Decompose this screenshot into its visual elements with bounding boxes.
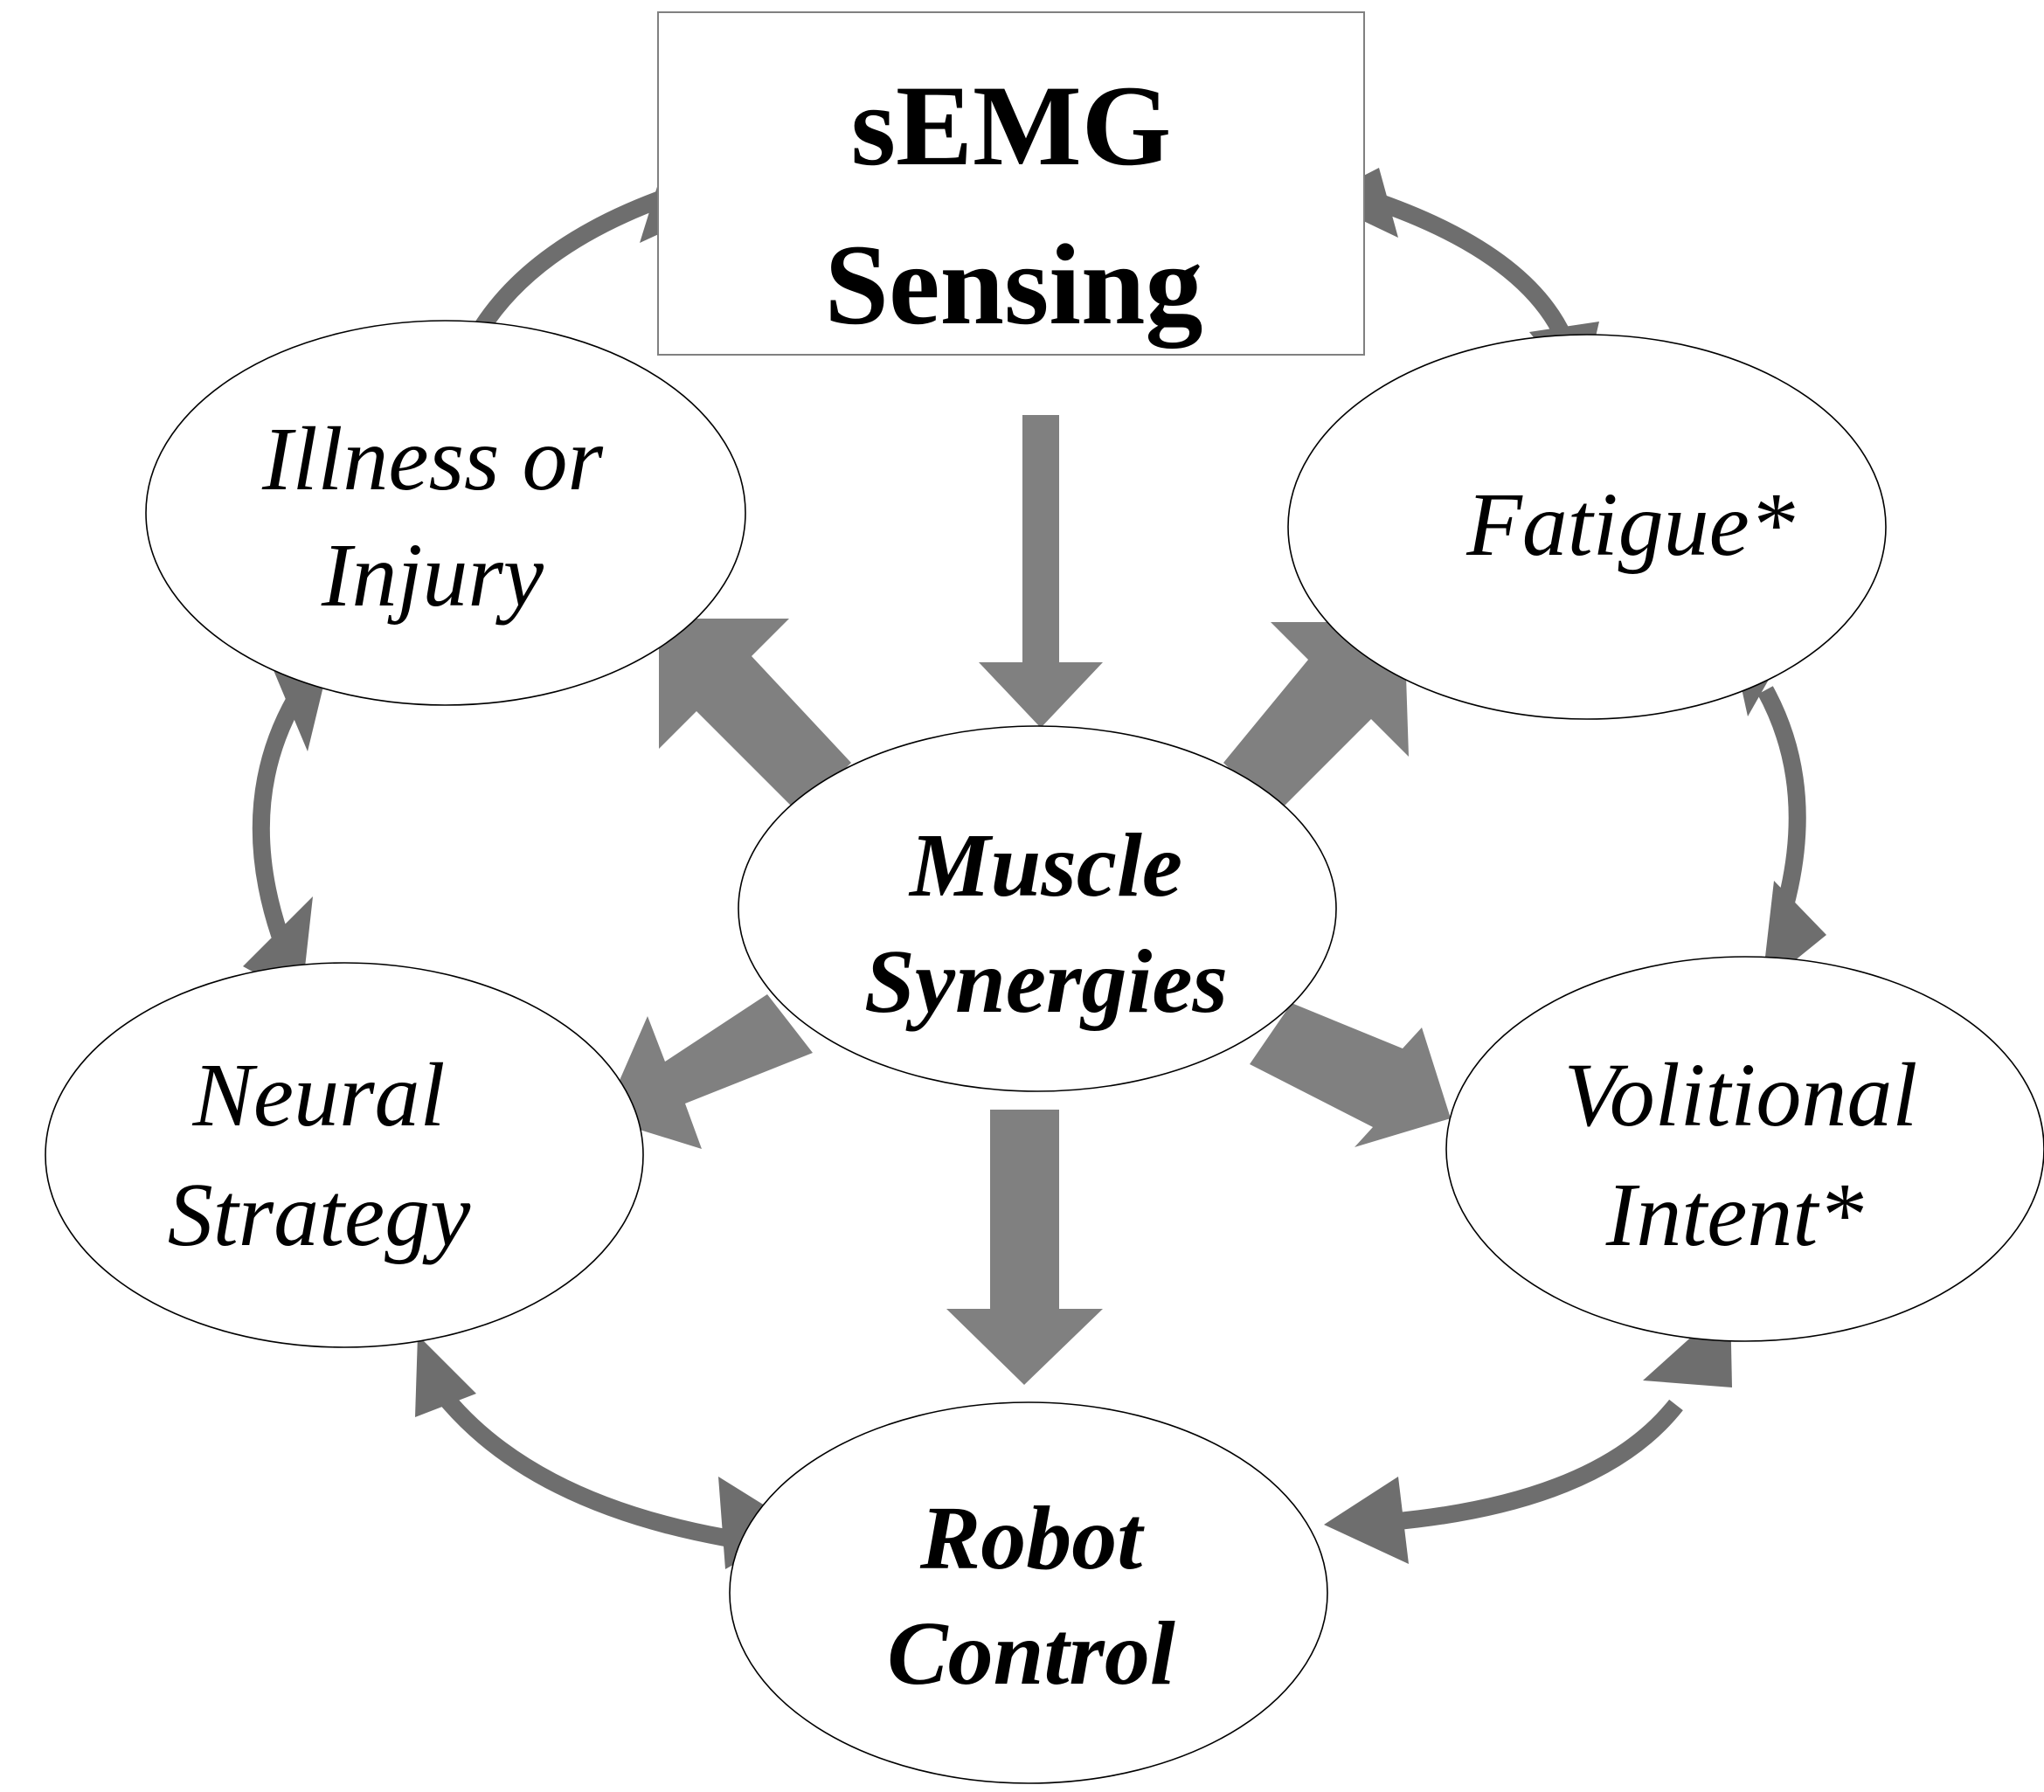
node-fatigue <box>1288 335 1886 719</box>
node-robot-control <box>730 1402 1327 1783</box>
curved-arrow-illness-neural <box>243 650 332 999</box>
illness-label-line2: Injury <box>321 525 544 626</box>
node-muscle-synergies <box>738 726 1336 1091</box>
node-illness-injury <box>146 321 745 705</box>
robot-label-line1: Robot <box>919 1488 1143 1588</box>
volitional-label-line1: Volitional <box>1563 1045 1918 1145</box>
volitional-label-line2: Intent* <box>1605 1165 1864 1265</box>
curved-arrow-volitional-robot <box>1324 1302 1732 1564</box>
arrow-synergies-to-volitional <box>1250 1003 1451 1147</box>
illness-label-line1: Illness or <box>262 409 603 509</box>
neural-label-line1: Neural <box>192 1045 446 1145</box>
robot-label-line2: Control <box>887 1603 1175 1704</box>
fatigue-label: Fatigue* <box>1466 474 1795 575</box>
sensing-title-line2: Sensing <box>824 220 1203 349</box>
synergies-label-line2: Synergies <box>864 931 1228 1032</box>
synergies-label-line1: Muscle <box>910 815 1182 916</box>
neural-label-line2: Strategy <box>167 1165 471 1265</box>
curved-arrow-neural-robot <box>415 1335 800 1569</box>
node-neural-strategy <box>45 963 643 1347</box>
sensing-title-line1: sEMG <box>850 61 1172 190</box>
arrow-synergies-to-robot <box>946 1110 1103 1385</box>
arrow-sensing-to-synergies <box>979 415 1103 728</box>
node-volitional-intent <box>1446 957 2044 1341</box>
sensing-box <box>658 12 1364 355</box>
